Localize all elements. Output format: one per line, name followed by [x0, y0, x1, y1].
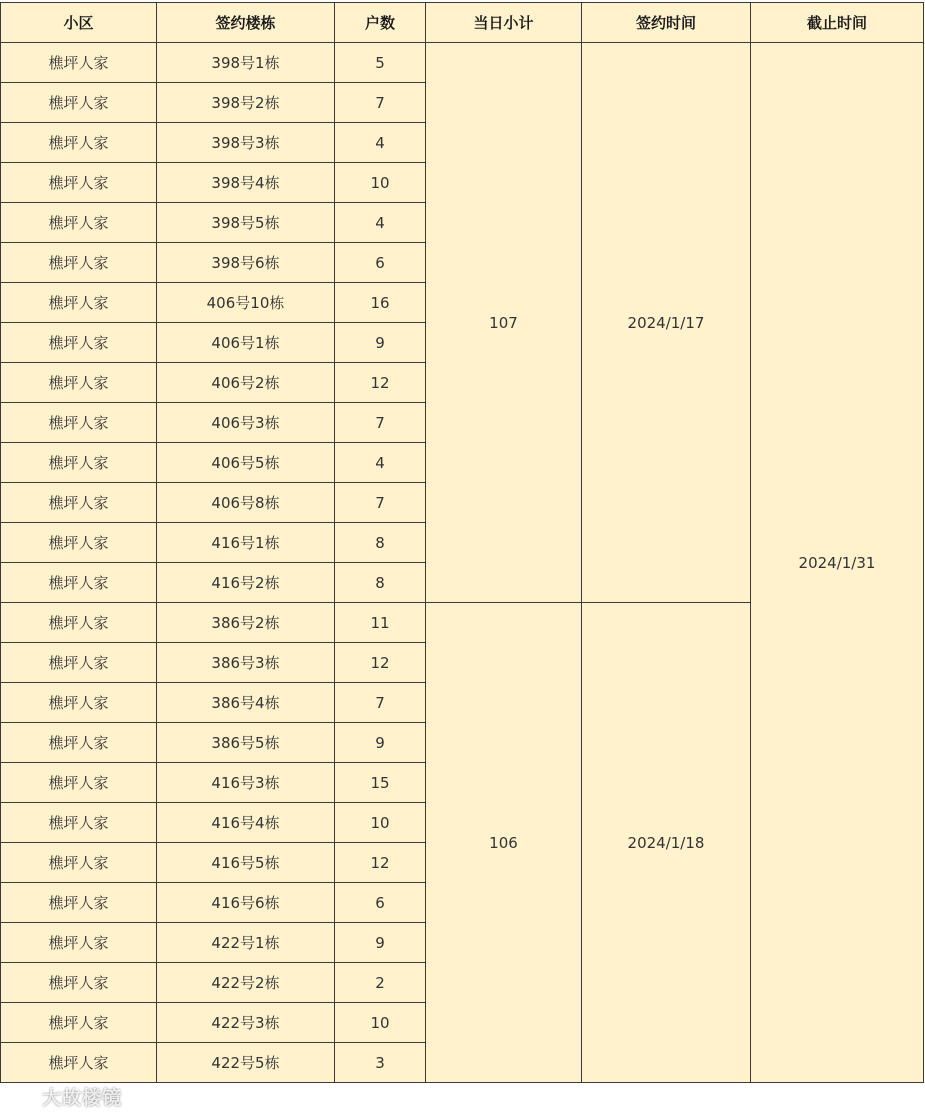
header-households: 户数: [335, 3, 426, 43]
table-row: [1, 43, 924, 83]
community-cell: 樵坪人家: [1, 43, 157, 83]
daily-subtotal-cell: 107: [426, 43, 582, 603]
building-cell: 406号5栋: [157, 443, 335, 483]
building-cell: 422号2栋: [157, 963, 335, 1003]
households-cell: 2: [335, 963, 426, 1003]
community-cell: 樵坪人家: [1, 443, 157, 483]
community-cell: 樵坪人家: [1, 323, 157, 363]
community-cell: 樵坪人家: [1, 363, 157, 403]
households-cell: 12: [335, 643, 426, 683]
households-cell: 10: [335, 1003, 426, 1043]
header-community: 小区: [1, 3, 157, 43]
households-cell: 8: [335, 523, 426, 563]
households-cell: 3: [335, 1043, 426, 1083]
building-cell: 416号6栋: [157, 883, 335, 923]
watermark-text: 大故楼镜: [42, 1086, 123, 1109]
community-cell: 樵坪人家: [1, 763, 157, 803]
community-cell: 樵坪人家: [1, 643, 157, 683]
header-building: 签约楼栋: [157, 3, 335, 43]
building-cell: 386号3栋: [157, 643, 335, 683]
building-cell: 398号3栋: [157, 123, 335, 163]
watermark: [6, 1083, 122, 1109]
households-cell: 16: [335, 283, 426, 323]
community-cell: 樵坪人家: [1, 123, 157, 163]
building-cell: 386号4栋: [157, 683, 335, 723]
building-cell: 416号3栋: [157, 763, 335, 803]
community-cell: 樵坪人家: [1, 283, 157, 323]
building-cell: 416号1栋: [157, 523, 335, 563]
building-cell: 386号2栋: [157, 603, 335, 643]
households-cell: 7: [335, 483, 426, 523]
building-cell: 386号5栋: [157, 723, 335, 763]
households-cell: 4: [335, 203, 426, 243]
households-cell: 12: [335, 363, 426, 403]
community-cell: 樵坪人家: [1, 483, 157, 523]
building-cell: 422号5栋: [157, 1043, 335, 1083]
building-cell: 398号6栋: [157, 243, 335, 283]
building-cell: 398号2栋: [157, 83, 335, 123]
building-cell: 406号10栋: [157, 283, 335, 323]
community-cell: 樵坪人家: [1, 163, 157, 203]
community-cell: 樵坪人家: [1, 203, 157, 243]
header-deadline: 截止时间: [751, 3, 924, 43]
community-cell: 樵坪人家: [1, 683, 157, 723]
signing-table: [0, 2, 924, 1083]
building-cell: 398号5栋: [157, 203, 335, 243]
households-cell: 7: [335, 683, 426, 723]
households-cell: 5: [335, 43, 426, 83]
header-sign-date: 签约时间: [582, 3, 751, 43]
households-cell: 15: [335, 763, 426, 803]
community-cell: 樵坪人家: [1, 1043, 157, 1083]
building-cell: 416号4栋: [157, 803, 335, 843]
community-cell: 樵坪人家: [1, 723, 157, 763]
header-daily-subtotal: 当日小计: [426, 3, 582, 43]
community-cell: 樵坪人家: [1, 603, 157, 643]
households-cell: 6: [335, 243, 426, 283]
households-cell: 7: [335, 83, 426, 123]
households-cell: 8: [335, 563, 426, 603]
building-cell: 406号8栋: [157, 483, 335, 523]
households-cell: 7: [335, 403, 426, 443]
households-cell: 12: [335, 843, 426, 883]
households-cell: 9: [335, 323, 426, 363]
daily-subtotal-cell: 106: [426, 603, 582, 1083]
households-cell: 10: [335, 803, 426, 843]
households-cell: 6: [335, 883, 426, 923]
header-row: [1, 3, 924, 43]
community-cell: 樵坪人家: [1, 563, 157, 603]
building-cell: 398号1栋: [157, 43, 335, 83]
households-cell: 4: [335, 123, 426, 163]
community-cell: 樵坪人家: [1, 883, 157, 923]
households-cell: 9: [335, 923, 426, 963]
building-cell: 406号2栋: [157, 363, 335, 403]
sign-date-cell: 2024/1/17: [582, 43, 751, 603]
households-cell: 11: [335, 603, 426, 643]
community-cell: 樵坪人家: [1, 1003, 157, 1043]
community-cell: 樵坪人家: [1, 963, 157, 1003]
building-cell: 398号4栋: [157, 163, 335, 203]
building-cell: 406号1栋: [157, 323, 335, 363]
building-cell: 406号3栋: [157, 403, 335, 443]
building-cell: 422号1栋: [157, 923, 335, 963]
building-cell: 416号5栋: [157, 843, 335, 883]
community-cell: 樵坪人家: [1, 923, 157, 963]
community-cell: 樵坪人家: [1, 843, 157, 883]
deadline-cell: 2024/1/31: [751, 43, 924, 1083]
sign-date-cell: 2024/1/18: [582, 603, 751, 1083]
building-cell: 422号3栋: [157, 1003, 335, 1043]
community-cell: 樵坪人家: [1, 243, 157, 283]
community-cell: 樵坪人家: [1, 83, 157, 123]
households-cell: 9: [335, 723, 426, 763]
community-cell: 樵坪人家: [1, 403, 157, 443]
building-cell: 416号2栋: [157, 563, 335, 603]
households-cell: 10: [335, 163, 426, 203]
community-cell: 樵坪人家: [1, 803, 157, 843]
weibo-icon: [6, 1085, 36, 1107]
community-cell: 樵坪人家: [1, 523, 157, 563]
households-cell: 4: [335, 443, 426, 483]
